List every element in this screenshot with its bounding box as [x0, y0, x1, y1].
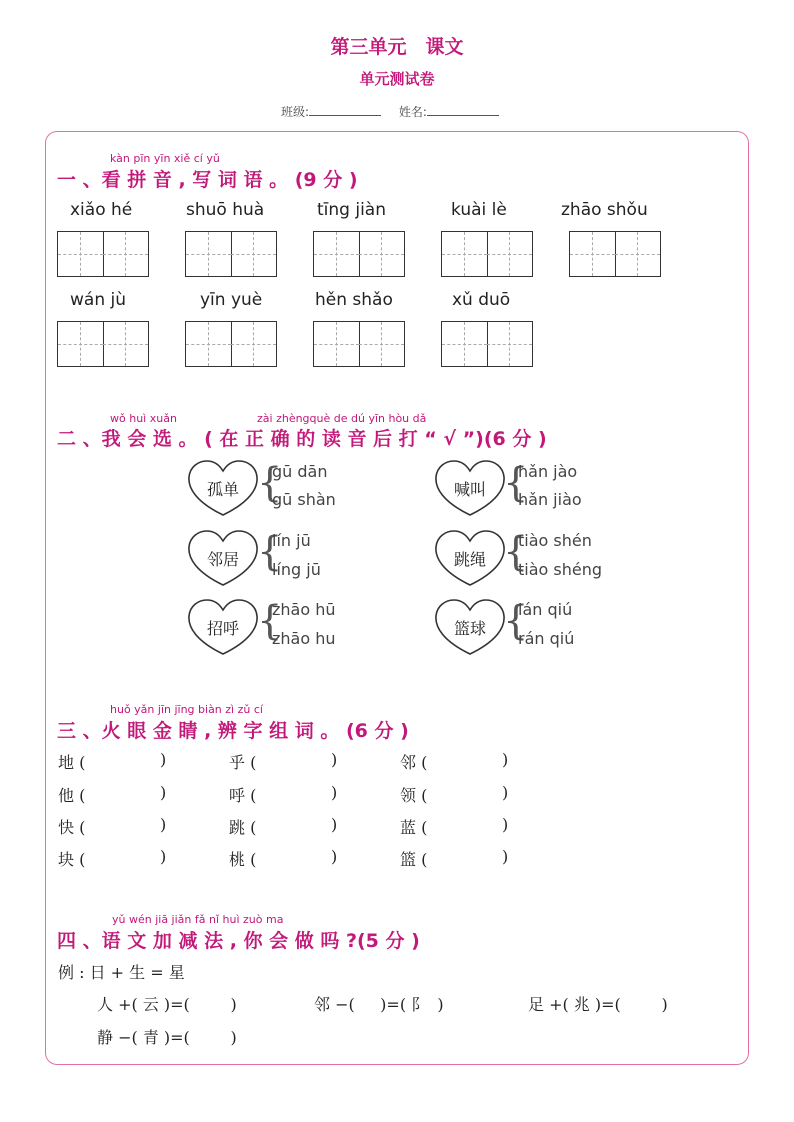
tian-grid[interactable] — [185, 321, 277, 367]
tian-grid[interactable] — [441, 321, 533, 367]
option[interactable]: lán qiú — [518, 600, 573, 619]
tian-grid[interactable] — [57, 321, 149, 367]
pinyin-word: hěn shǎo — [315, 290, 393, 310]
equation[interactable]: 足 +( 兆 )=( ) — [528, 995, 668, 1014]
char-prompt: 呼 ( — [229, 786, 257, 805]
pinyin-word: kuài lè — [451, 200, 507, 220]
name-field[interactable] — [427, 115, 499, 116]
pinyin-word: yīn yuè — [200, 290, 263, 310]
option[interactable]: rán qiú — [518, 629, 575, 648]
pinyin-word: zhāo shǒu — [561, 200, 648, 220]
char-close: ) — [160, 815, 167, 834]
char-prompt: 领 ( — [400, 786, 428, 805]
char-close: ) — [160, 750, 167, 769]
equation[interactable]: 人 +( 云 )=( ) — [97, 995, 237, 1014]
option[interactable]: tiào shéng — [518, 560, 603, 579]
section2-title: 二 、我 会 选 。 ( 在 正 确 的 读 音 后 打 “ √ ”)(6 分 ) — [57, 428, 547, 450]
char-close: ) — [331, 783, 338, 802]
brace: { — [257, 598, 283, 644]
brace: { — [503, 460, 529, 506]
section1-title: 一 、看 拼 音 , 写 词 语 。 (9 分 ) — [57, 169, 358, 191]
brace: { — [257, 460, 283, 506]
tian-grid[interactable] — [57, 231, 149, 277]
char-prompt: 快 ( — [58, 818, 86, 837]
option[interactable]: hǎn jiào — [518, 490, 582, 509]
char-close: ) — [502, 783, 509, 802]
name-label: 姓名: — [398, 105, 427, 119]
heart-word: 喊叫 — [453, 480, 486, 499]
section3-title: 三 、火 眼 金 睛 , 辨 字 组 词 。 (6 分 ) — [57, 720, 409, 742]
pinyin-word: tīng jiàn — [317, 200, 386, 220]
section3-pinyin: huǒ yǎn jīn jīng biàn zì zǔ cí — [110, 703, 263, 716]
char-prompt: 蓝 ( — [400, 818, 428, 837]
heart-word: 篮球 — [453, 619, 486, 638]
option[interactable]: gū shàn — [272, 490, 336, 509]
equation[interactable]: 邻 −( )=( 阝 ) — [314, 995, 444, 1014]
page-title: 第三单元 课文 — [330, 36, 464, 58]
char-close: ) — [502, 847, 509, 866]
char-prompt: 他 ( — [58, 786, 86, 805]
brace: { — [503, 529, 529, 575]
heart-word: 孤单 — [206, 480, 239, 499]
char-close: ) — [160, 847, 167, 866]
char-close: ) — [331, 815, 338, 834]
option[interactable]: hǎn jào — [518, 462, 578, 481]
option[interactable]: tiào shén — [518, 531, 592, 550]
example-equation: 例 : 日 + 生 = 星 — [58, 963, 185, 982]
char-prompt: 块 ( — [58, 850, 86, 869]
brace: { — [257, 529, 283, 575]
section2-pinyin-2: zài zhèngquè de dú yīn hòu dǎ — [257, 412, 427, 425]
tian-grid[interactable] — [185, 231, 277, 277]
char-close: ) — [331, 847, 338, 866]
char-close: ) — [502, 815, 509, 834]
char-prompt: 邻 ( — [400, 753, 428, 772]
option[interactable]: zhāo hu — [272, 629, 336, 648]
heart-word: 跳绳 — [453, 550, 486, 569]
tian-grid[interactable] — [569, 231, 661, 277]
char-close: ) — [502, 750, 509, 769]
heart-word: 邻居 — [206, 550, 239, 569]
section4-pinyin: yǔ wén jiā jiǎn fǎ nǐ huì zuò ma — [112, 913, 284, 926]
pinyin-word: xǔ duō — [452, 290, 511, 310]
tian-grid[interactable] — [441, 231, 533, 277]
class-field[interactable] — [309, 115, 381, 116]
char-close: ) — [160, 783, 167, 802]
equation[interactable]: 静 −( 青 )=( ) — [97, 1028, 237, 1047]
section2-pinyin: wǒ huì xuǎn — [110, 412, 177, 425]
option[interactable]: líng jū — [272, 560, 321, 579]
option[interactable]: gū dān — [272, 462, 328, 481]
brace: { — [503, 598, 529, 644]
char-prompt: 跳 ( — [229, 818, 257, 837]
char-prompt: 桃 ( — [229, 850, 257, 869]
char-prompt: 篮 ( — [400, 850, 428, 869]
heart-word: 招呼 — [206, 619, 239, 638]
section4-title: 四 、语 文 加 减 法 , 你 会 做 吗 ?(5 分 ) — [57, 930, 420, 952]
pinyin-word: wán jù — [70, 290, 126, 310]
option[interactable]: zhāo hū — [272, 600, 336, 619]
pinyin-word: shuō huà — [186, 200, 265, 220]
section1-pinyin: kàn pīn yīn xiě cí yǔ — [110, 152, 220, 165]
pinyin-word: xiǎo hé — [70, 200, 133, 220]
char-prompt: 地 ( — [58, 753, 86, 772]
char-close: ) — [331, 750, 338, 769]
option[interactable]: lín jū — [272, 531, 311, 550]
tian-grid[interactable] — [313, 321, 405, 367]
student-info — [0, 103, 794, 120]
page-subtitle: 单元测试卷 — [359, 70, 435, 88]
class-label: 班级: — [281, 105, 310, 119]
tian-grid[interactable] — [313, 231, 405, 277]
char-prompt: 乎 ( — [229, 753, 257, 772]
